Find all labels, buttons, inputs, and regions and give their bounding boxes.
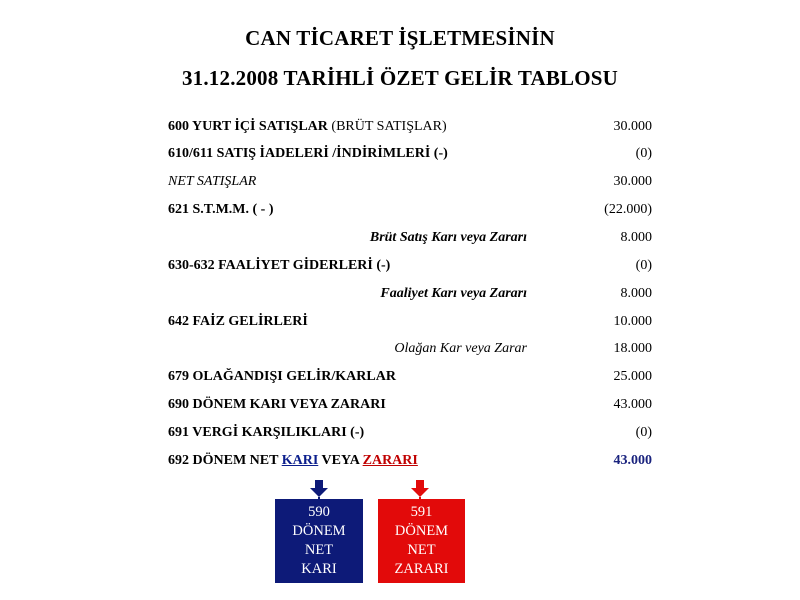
row-692 xyxy=(168,450,652,472)
row-label: 630-632 FAALİYET GİDERLERİ (-) xyxy=(168,258,391,273)
row-value: 43.000 xyxy=(613,453,652,468)
row-value: (0) xyxy=(635,146,652,161)
row-label: 621 S.T.M.M. ( - ) xyxy=(168,202,274,217)
row-value: 30.000 xyxy=(613,119,652,134)
kari-link-text: KARI xyxy=(281,453,319,468)
row-value: 8.000 xyxy=(620,230,652,245)
row-value: 43.000 xyxy=(613,397,652,412)
row-value: 10.000 xyxy=(613,314,652,329)
title-statement: 31.12.2008 TARİHLİ ÖZET GELİR TABLOSU xyxy=(181,66,619,90)
row-olagan-kar xyxy=(168,338,652,360)
title-company: CAN TİCARET İŞLETMESİNİN xyxy=(245,26,555,50)
box-loss-label: 591 DÖNEM NET ZARARI xyxy=(394,504,449,577)
row-value: 30.000 xyxy=(613,174,652,189)
row-691 xyxy=(168,422,652,444)
row-label: Faaliyet Karı veya Zararı xyxy=(380,286,527,301)
row-label: 600 YURT İÇİ SATIŞLAR (BRÜT SATIŞLAR) xyxy=(168,119,447,134)
row-642 xyxy=(168,311,652,333)
row-brut-satis-kari xyxy=(168,227,652,249)
row-net-satislar xyxy=(168,171,652,193)
box-profit-label: 590 DÖNEM NET KARI xyxy=(292,504,346,577)
row-label: 610/611 SATIŞ İADELERİ /İNDİRİMLERİ (-) xyxy=(168,146,448,161)
row-610-611 xyxy=(168,143,652,165)
row-value: 8.000 xyxy=(620,286,652,301)
row-label: NET SATIŞLAR xyxy=(168,174,257,189)
row-label: 679 OLAĞANDIŞI GELİR/KARLAR xyxy=(168,369,396,384)
row-label: 642 FAİZ GELİRLERİ xyxy=(168,314,308,329)
row-621 xyxy=(168,199,652,221)
row-679 xyxy=(168,366,652,388)
arrow-down-blue-icon xyxy=(309,478,329,500)
row-label: Brüt Satış Karı veya Zararı xyxy=(369,230,527,245)
row-value: (0) xyxy=(635,425,652,440)
zarari-link-text: ZARARI xyxy=(362,453,418,468)
row-630-632 xyxy=(168,255,652,277)
box-591-donem-net-zarari xyxy=(378,499,465,583)
row-faaliyet-kari xyxy=(168,283,652,305)
row-690 xyxy=(168,394,652,416)
row-value: (0) xyxy=(635,258,652,273)
row-label: 692 DÖNEM NET KARI VEYA ZARARI xyxy=(168,453,418,468)
row-600 xyxy=(168,116,652,138)
row-value: 25.000 xyxy=(613,369,652,384)
row-label: 690 DÖNEM KARI VEYA ZARARI xyxy=(168,397,386,412)
box-590-donem-net-kari xyxy=(275,499,363,583)
row-label: 691 VERGİ KARŞILIKLARI (-) xyxy=(168,425,365,440)
row-value: 18.000 xyxy=(613,341,652,356)
row-value: (22.000) xyxy=(604,202,652,217)
row-label: Olağan Kar veya Zarar xyxy=(394,341,527,356)
arrow-down-red-icon xyxy=(410,478,430,500)
